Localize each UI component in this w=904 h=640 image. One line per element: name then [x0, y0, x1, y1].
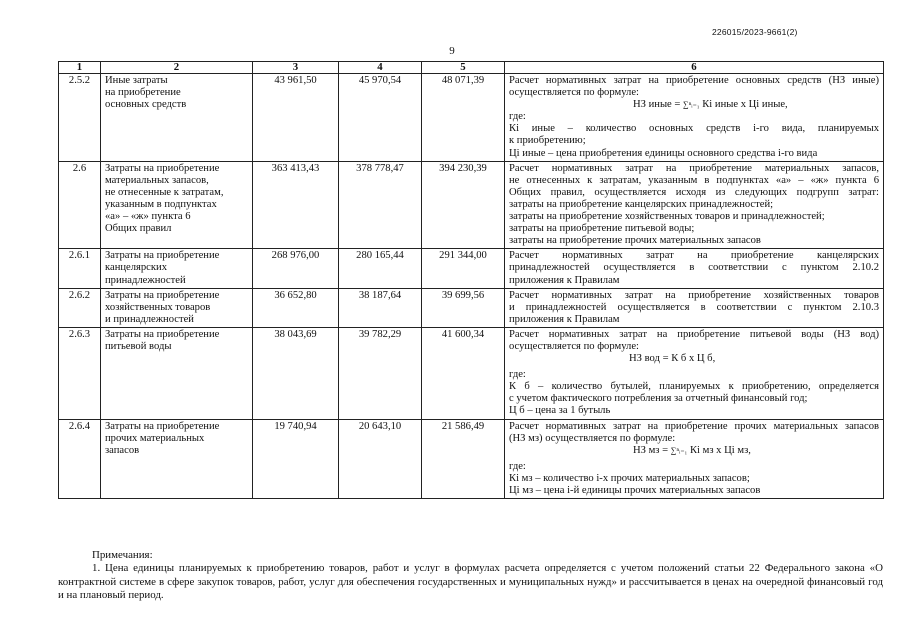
note-item: 1. Цена единицы планируемых к приобретению товаров, работ и услуг в формулах расчета определяется с учетом положений статьи 22 Федерального закона «О контрактной системе в сфере закупок товаров, работ, услуг для обеспечения государственных и муниципальных нужд» и рассчитывается в ценах на очередной финансовый год и на плановый период.	[58, 562, 883, 602]
description-line: Ц б – цена за 1 бутыль	[509, 405, 611, 417]
column-header: 5	[422, 62, 505, 74]
description-line: Расчет нормативных затрат на приобретение канцелярских	[509, 250, 879, 262]
description-line: Цi иные – цена приобретения единицы основного средства i-го вида	[509, 147, 818, 159]
description-line: Общих правил, осуществляется исходя из следующих подгрупп затрат:	[509, 186, 879, 198]
formula: НЗ вод = К б х Ц б,	[629, 353, 716, 365]
description-line: затраты на приобретение питьевой воды;	[509, 223, 695, 235]
description-line: К б – количество бутылей, планируемых к приобретению, определяется	[509, 381, 879, 393]
row-name-line: Затраты на приобретение	[105, 162, 220, 174]
value-year-2: 38 187,64	[339, 288, 422, 327]
value-year-2: 20 643,10	[339, 419, 422, 499]
row-number: 2.6.1	[59, 249, 101, 288]
table-row	[59, 419, 884, 499]
description-line: осуществляется по формуле:	[509, 340, 639, 352]
column-header: 2	[101, 62, 253, 74]
row-name-line: Затраты на приобретение	[105, 250, 220, 262]
row-number: 2.6.2	[59, 288, 101, 327]
row-name-line: прочих материальных	[105, 432, 205, 444]
value-year-3: 394 230,39	[422, 161, 505, 249]
value-year-3: 41 600,34	[422, 327, 505, 419]
row-name-line: запасов	[105, 444, 140, 456]
value-year-2: 39 782,29	[339, 327, 422, 419]
row-name-line: основных средств	[105, 99, 187, 111]
row-name	[101, 419, 253, 499]
formula-right: Кi иные х Цi иные,	[699, 99, 788, 111]
row-number: 2.6.3	[59, 327, 101, 419]
table-row	[59, 249, 884, 288]
description-line: Расчет нормативных затрат на приобретение хозяйственных товаров	[509, 289, 879, 301]
description-line: где:	[509, 460, 526, 472]
row-name	[101, 288, 253, 327]
value-year-2: 378 778,47	[339, 161, 422, 249]
value-year-3: 48 071,39	[422, 74, 505, 162]
value-year-2: 45 970,54	[339, 74, 422, 162]
sum-symbol: ∑ⁿᵢ₌₁	[683, 100, 700, 110]
cost-table	[58, 61, 884, 499]
notes-title: Примечания:	[92, 549, 153, 561]
column-header: 4	[339, 62, 422, 74]
row-name-line: Затраты на приобретение	[105, 420, 220, 432]
row-number: 2.5.2	[59, 74, 101, 162]
description-line: Цi мз – цена i-й единицы прочих материальных запасов	[509, 485, 761, 496]
formula-left: НЗ мз =	[633, 444, 671, 456]
value-year-3: 39 699,56	[422, 288, 505, 327]
row-description	[505, 249, 884, 288]
description-line: (НЗ мз) осуществляется по формуле:	[509, 432, 676, 444]
row-name-line: на приобретение	[105, 87, 181, 99]
row-name-line: материальных запасов,	[105, 174, 209, 186]
description-line: Расчет нормативных затрат на приобретение основных средств (НЗ иные)	[509, 75, 879, 86]
row-name-line: Общих правил	[105, 223, 172, 235]
table-row	[59, 74, 884, 162]
description-line: к приобретению;	[509, 135, 586, 147]
row-name-line: и принадлежностей	[105, 313, 194, 325]
description-line: не отнесенных к затратам, указанным в подпунктах «а» – «ж» пункта 6	[509, 174, 879, 186]
description-line: принадлежностей осуществляется в соответствии с пунктом 2.10.2	[509, 262, 879, 274]
row-number: 2.6.4	[59, 419, 101, 499]
row-name	[101, 161, 253, 249]
row-description	[505, 288, 884, 327]
row-name-line: канцелярских	[105, 262, 168, 274]
description-line: где:	[509, 369, 526, 381]
row-name-line: принадлежностей	[105, 274, 186, 286]
row-name-line: указанным в подпунктах	[105, 198, 217, 210]
description-line: приложения к Правилам	[509, 274, 620, 286]
description-line: Кi мз – количество i-х прочих материальных запасов;	[509, 472, 750, 484]
row-name	[101, 74, 253, 162]
value-year-1: 19 740,94	[253, 419, 339, 499]
row-name-line: питьевой воды	[105, 340, 172, 352]
row-name	[101, 327, 253, 419]
table-row	[59, 288, 884, 327]
value-year-1: 43 961,50	[253, 74, 339, 162]
column-header: 6	[505, 62, 884, 74]
value-year-2: 280 165,44	[339, 249, 422, 288]
description-line: затраты на приобретение прочих материальных запасов	[509, 235, 761, 247]
description-line: Кi иные – количество основных средств i-го вида, планируемых	[509, 123, 879, 135]
value-year-3: 291 344,00	[422, 249, 505, 288]
description-line: приложения к Правилам	[509, 313, 620, 325]
row-number: 2.6	[59, 161, 101, 249]
row-description	[505, 327, 884, 419]
value-year-3: 21 586,49	[422, 419, 505, 499]
row-name-line: не отнесенные к затратам,	[105, 186, 224, 198]
value-year-1: 38 043,69	[253, 327, 339, 419]
row-name	[101, 249, 253, 288]
description-line: Расчет нормативных затрат на приобретение прочих материальных запасов	[509, 420, 879, 432]
row-description	[505, 74, 884, 162]
row-description	[505, 419, 884, 499]
row-name-line: хозяйственных товаров	[105, 301, 211, 313]
description-line: Расчет нормативных затрат на приобретение питьевой воды (НЗ вод)	[509, 328, 879, 340]
value-year-1: 268 976,00	[253, 249, 339, 288]
table-row	[59, 327, 884, 419]
formula	[509, 99, 879, 111]
sum-symbol: ∑ⁿᵢ₌₁	[670, 445, 688, 455]
table-row	[59, 161, 884, 249]
document-number: 226015/2023-9661(2)	[712, 27, 798, 37]
description-line: затраты на приобретение хозяйственных товаров и принадлежностей;	[509, 211, 825, 223]
column-header: 1	[59, 62, 101, 74]
value-year-1: 36 652,80	[253, 288, 339, 327]
description-line: затраты на приобретение канцелярских принадлежностей;	[509, 198, 774, 210]
description-line: где:	[509, 111, 526, 123]
description-line: с учетом фактического потребления за отчетный финансовый год;	[509, 393, 808, 405]
notes-section	[58, 549, 883, 603]
row-description	[505, 161, 884, 249]
row-name-line: Затраты на приобретение	[105, 289, 220, 301]
description-line: Расчет нормативных затрат на приобретение материальных запасов,	[509, 162, 879, 174]
formula-left: НЗ иные =	[633, 99, 684, 111]
value-year-1: 363 413,43	[253, 161, 339, 249]
column-header: 3	[253, 62, 339, 74]
row-name-line: «а» – «ж» пункта 6	[105, 211, 191, 223]
row-name-line: Иные затраты	[105, 75, 168, 86]
formula	[509, 445, 879, 457]
page-number: 9	[449, 45, 455, 57]
table-header-row	[59, 62, 884, 74]
description-line: и принадлежностей осуществляется в соответствии с пунктом 2.10.3	[509, 301, 879, 313]
description-line: осуществляется по формуле:	[509, 87, 639, 99]
row-name-line: Затраты на приобретение	[105, 328, 220, 340]
formula-right: Кi мз х Цi мз,	[687, 444, 751, 456]
